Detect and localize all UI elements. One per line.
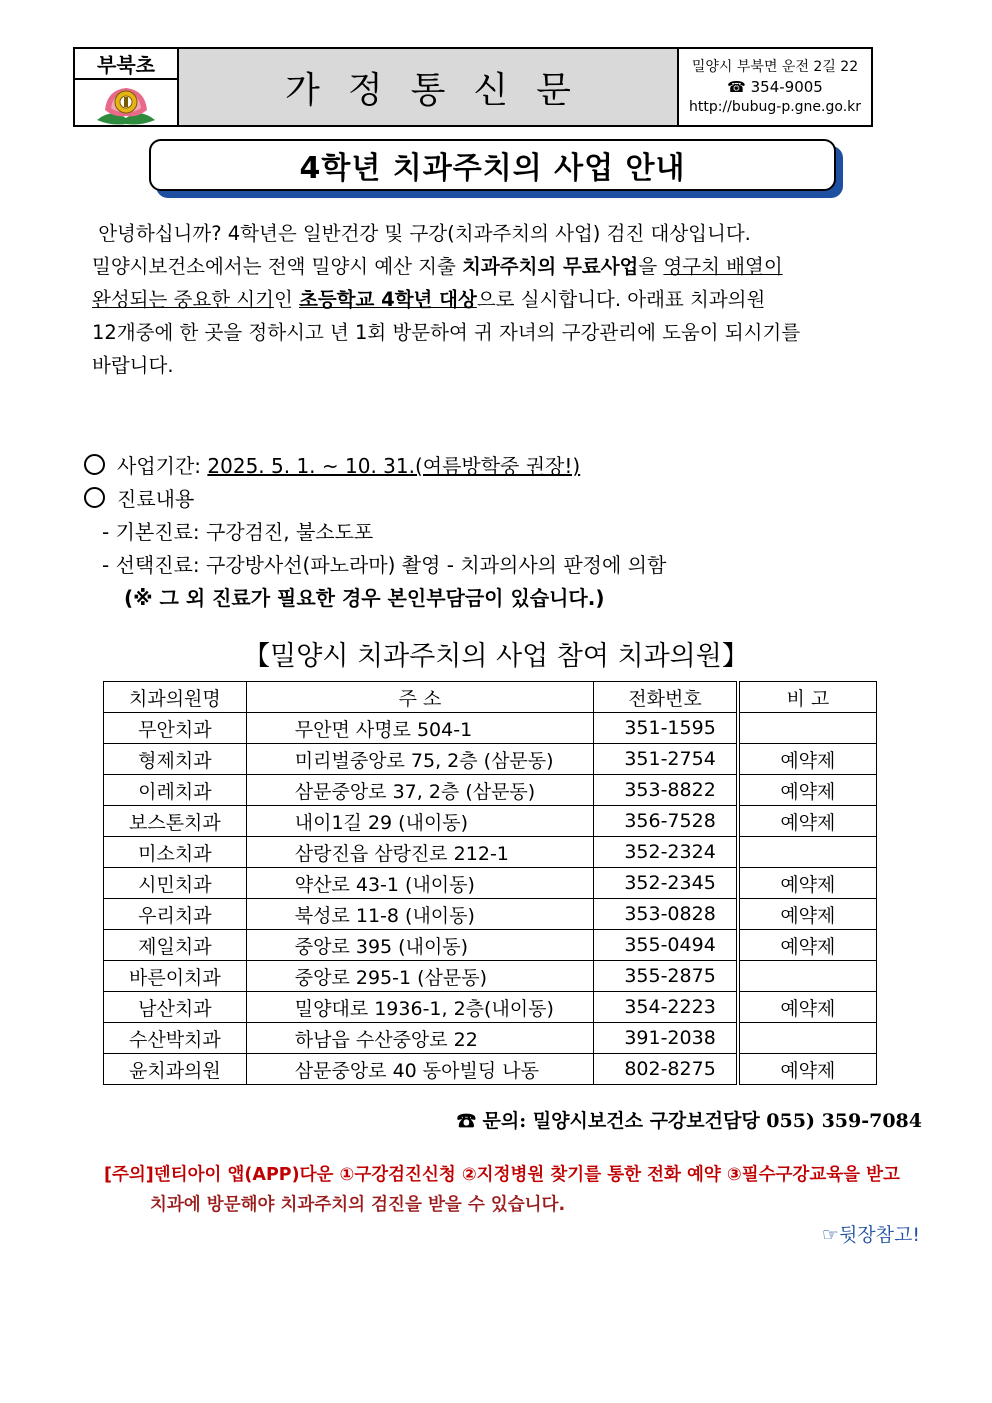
clinic-phone: 352-2345 xyxy=(594,868,738,899)
intro-line-5: 바랍니다. xyxy=(92,354,174,377)
clinic-note: 예약제 xyxy=(738,899,877,930)
bullet-circle-icon xyxy=(84,487,105,508)
clinic-address: 약산로 43-1 (내이동) xyxy=(246,868,594,899)
clinic-phone: 354-2223 xyxy=(594,992,738,1023)
intro-permanent-teeth: 영구치 배열이 xyxy=(663,255,783,278)
see-back-note: ☞뒷장참고! xyxy=(821,1224,920,1246)
clinic-address: 내이1길 29 (내이동) xyxy=(246,806,594,837)
school-contact xyxy=(679,49,871,125)
clinic-note: 예약제 xyxy=(738,744,877,775)
clinic-table xyxy=(103,681,877,1085)
intro-target-grade: 초등학교 4학년 대상 xyxy=(298,288,477,311)
intro-line-2c: 을 xyxy=(638,255,664,278)
notice-box xyxy=(104,1160,924,1220)
clinic-note: 예약제 xyxy=(738,930,877,961)
page-title: 4학년 치과주치의 사업 안내 xyxy=(149,139,836,191)
cost-note: (※ 그 외 진료가 필요한 경우 본인부담금이 있습니다.) xyxy=(124,586,605,610)
optional-care: - 선택진료: 구강방사선(파노라마) 촬영 - 치과의사의 판정에 의함 xyxy=(102,553,667,577)
table-header-row xyxy=(104,682,877,713)
clinic-note: 예약제 xyxy=(738,868,877,899)
contact-info: ☎ 문의: 밀양시보건소 구강보건담당 055) 359-7084 xyxy=(456,1110,922,1132)
intro-important-period: 완성되는 중요한 시기 xyxy=(92,288,274,311)
clinic-phone: 391-2038 xyxy=(594,1023,738,1054)
table-row xyxy=(104,899,877,930)
header-address: 주 소 xyxy=(246,682,594,713)
clinic-name: 윤치과의원 xyxy=(104,1054,247,1085)
clinic-phone: 353-0828 xyxy=(594,899,738,930)
content-label: 진료내용 xyxy=(117,487,195,511)
clinic-note xyxy=(738,961,877,992)
clinic-address: 하남읍 수산중앙로 22 xyxy=(246,1023,594,1054)
clinic-name: 미소치과 xyxy=(104,837,247,868)
table-row xyxy=(104,837,877,868)
clinic-phone: 353-8822 xyxy=(594,775,738,806)
newsletter-title: 가정통신문 xyxy=(179,49,679,125)
table-row xyxy=(104,775,877,806)
table-row xyxy=(104,1054,877,1085)
table-row xyxy=(104,992,877,1023)
clinic-note: 예약제 xyxy=(738,806,877,837)
table-row xyxy=(104,961,877,992)
clinic-address: 미리벌중앙로 75, 2층 (삼문동) xyxy=(246,744,594,775)
clinic-name: 형제치과 xyxy=(104,744,247,775)
clinic-name: 이레치과 xyxy=(104,775,247,806)
intro-line-3b: 인 xyxy=(273,288,299,311)
clinic-address: 삼문중앙로 37, 2층 (삼문동) xyxy=(246,775,594,806)
clinic-note xyxy=(738,713,877,744)
period-value: 2025. 5. 1. ~ 10. 31.(여름방학중 권장!) xyxy=(207,454,581,478)
clinic-phone: 352-2324 xyxy=(594,837,738,868)
clinic-name: 바른이치과 xyxy=(104,961,247,992)
table-row xyxy=(104,930,877,961)
clinic-address: 삼랑진읍 삼랑진로 212-1 xyxy=(246,837,594,868)
header-phone: 전화번호 xyxy=(594,682,738,713)
school-address: 밀양시 부북면 운전 2길 22 xyxy=(691,59,859,75)
notice-line-1: [주의]덴티아이 앱(APP)다운 ①구강검진신청 ②지정병원 찾기를 통한 전화 예약 ③필수구강교육을 받고 xyxy=(104,1165,900,1185)
clinic-table-title: 【밀양시 치과주치의 사업 참여 치과의원】 xyxy=(243,641,749,672)
clinic-note: 예약제 xyxy=(738,1054,877,1085)
basic-care: - 기본진료: 구강검진, 불소도포 xyxy=(102,520,374,544)
clinic-note: 예약제 xyxy=(738,775,877,806)
intro-line-2a: 밀양시보건소에서는 전액 밀양시 예산 지출 xyxy=(92,255,463,278)
clinic-address: 중앙로 295-1 (삼문동) xyxy=(246,961,594,992)
clinic-phone: 351-1595 xyxy=(594,713,738,744)
clinic-name: 제일치과 xyxy=(104,930,247,961)
header-note: 비 고 xyxy=(738,682,877,713)
table-row xyxy=(104,744,877,775)
school-name: 부북초 xyxy=(75,49,177,80)
school-url[interactable]: http://bubug-p.gne.go.kr xyxy=(688,99,862,115)
clinic-address: 중앙로 395 (내이동) xyxy=(246,930,594,961)
clinic-note xyxy=(738,837,877,868)
clinic-address: 북성로 11-8 (내이동) xyxy=(246,899,594,930)
clinic-name: 무안치과 xyxy=(104,713,247,744)
clinic-phone: 355-2875 xyxy=(594,961,738,992)
clinic-name: 수산박치과 xyxy=(104,1023,247,1054)
clinic-address: 무안면 사명로 504-1 xyxy=(246,713,594,744)
table-row xyxy=(104,713,877,744)
intro-free-program: 치과주치의 무료사업 xyxy=(462,255,639,278)
clinic-name: 시민치과 xyxy=(104,868,247,899)
period-label: 사업기간: xyxy=(117,454,208,478)
clinic-phone: 802-8275 xyxy=(594,1054,738,1085)
school-phone: ☎ 354-9005 xyxy=(727,78,823,96)
clinic-address: 밀양대로 1936-1, 2층(내이동) xyxy=(246,992,594,1023)
header-name: 치과의원명 xyxy=(104,682,247,713)
bullet-circle-icon xyxy=(84,454,105,475)
intro-paragraph xyxy=(92,217,907,382)
table-row xyxy=(104,868,877,899)
intro-line-4: 12개중에 한 곳을 정하시고 년 1회 방문하여 귀 자녀의 구강관리에 도움이 되시기를 xyxy=(92,321,801,344)
clinic-name: 보스톤치과 xyxy=(104,806,247,837)
clinic-note: 예약제 xyxy=(738,992,877,1023)
newsletter-header xyxy=(73,47,873,127)
clinic-phone: 355-0494 xyxy=(594,930,738,961)
intro-line-1: 안녕하십니까? 4학년은 일반건강 및 구강(치과주치의 사업) 검진 대상입니다. xyxy=(98,222,751,245)
clinic-name: 우리치과 xyxy=(104,899,247,930)
clinic-address: 삼문중앙로 40 동아빌딩 나동 xyxy=(246,1054,594,1085)
clinic-name: 남산치과 xyxy=(104,992,247,1023)
program-info xyxy=(84,450,666,615)
clinic-phone: 356-7528 xyxy=(594,806,738,837)
table-row xyxy=(104,806,877,837)
clinic-phone: 351-2754 xyxy=(594,744,738,775)
school-emblem-icon xyxy=(75,80,177,128)
school-block xyxy=(75,49,179,125)
intro-line-3d: 으로 실시합니다. 아래표 치과의원 xyxy=(476,288,766,311)
clinic-note xyxy=(738,1023,877,1054)
notice-line-2: 치과에 방문해야 치과주치의 검진을 받을 수 있습니다. xyxy=(150,1195,566,1215)
table-row xyxy=(104,1023,877,1054)
